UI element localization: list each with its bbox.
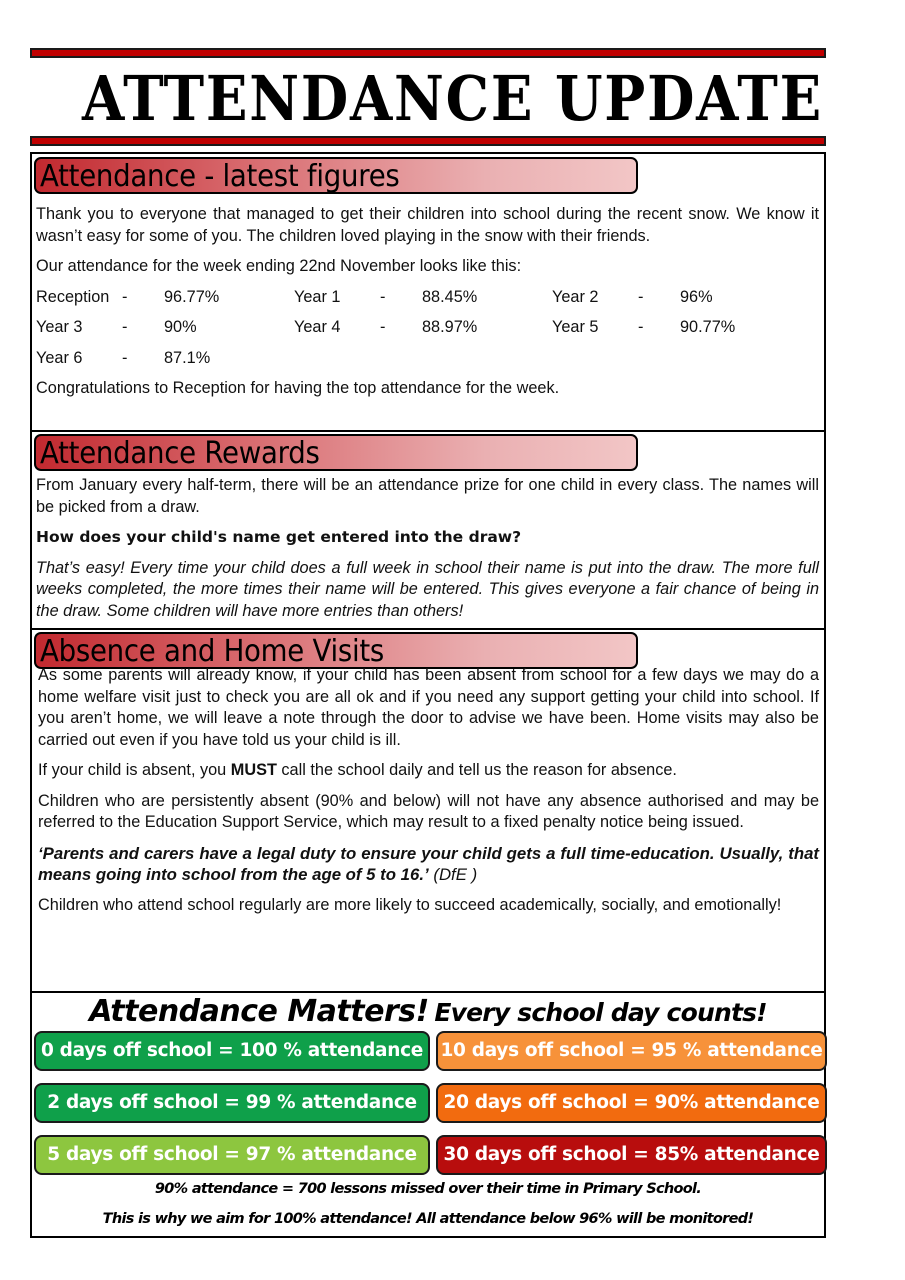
rewards-intro: From January every half-term, there will be an attendance prize for one child in every class. The names will be picked from a draw. xyxy=(36,476,819,516)
section-absence-home-visits xyxy=(30,629,826,993)
section-heading-banner xyxy=(34,632,638,669)
quote-text: ‘Parents and carers have a legal duty to ensure your child gets a full time-education. Usually, that means going into school from the age of 5 to 16.’ xyxy=(38,843,819,884)
congratulations-line: Congratulations to Reception for having the top attendance for the week. xyxy=(36,379,560,397)
figure-sep: - xyxy=(122,287,128,306)
section-latest-figures xyxy=(30,152,826,432)
figure-value: 96% xyxy=(680,287,713,306)
home-visit-paragraph: As some parents will already know, if your child has been absent from school for a few days we may do a home welfare visit just to check you are all ok and if you need any support getting your child into school. If you aren’t home, we will leave a note through the door to advise we have been. Home visits may also be carried out even if you have told us your child is ill. xyxy=(38,666,819,749)
top-red-rule xyxy=(30,48,826,58)
headline-sub: Every school day counts! xyxy=(434,998,767,1027)
week-ending-line: Our attendance for the week ending 22nd November looks like this: xyxy=(36,257,522,275)
figure-class: Year 4 xyxy=(294,318,341,336)
section-heading-banner xyxy=(34,434,638,471)
persistent-absence-paragraph: Children who are persistently absent (90% and below) will not have any absence authorised and may be referred to the Education Support Service, which may result to a fixed penalty notice being issued. xyxy=(38,791,819,831)
draw-question: How does your child's name get entered into the draw? xyxy=(36,528,522,546)
snow-thanks-paragraph: Thank you to everyone that managed to get their children into school during the recent snow. We know it wasn’t easy for some of you. The children loved playing in the snow with their friends. xyxy=(36,205,819,245)
figure-class: Year 5 xyxy=(552,318,599,336)
section-body xyxy=(36,204,819,409)
figure-value: 96.77% xyxy=(164,287,220,306)
figure-class: Year 3 xyxy=(36,318,83,336)
figure-value: 90.77% xyxy=(680,318,736,336)
must-call-before: If your child is absent, you xyxy=(38,761,231,779)
figure-class: Year 2 xyxy=(552,287,599,306)
scale-box-20-days: 20 days off school = 90% attendance xyxy=(436,1083,827,1123)
must-call-paragraph xyxy=(38,760,819,782)
figure-value: 88.45% xyxy=(422,287,478,306)
figure-value: 87.1% xyxy=(164,348,211,367)
section-heading-banner xyxy=(34,157,638,194)
figure-sep: - xyxy=(380,318,386,336)
draw-answer: That’s easy! Every time your child does a full week in school their name is put into the draw. The more full weeks completed, the more times their name will be entered. This gives everyone a fair chance of being in the draw. Some children will have more entries than others! xyxy=(36,558,819,620)
figure-sep: - xyxy=(122,318,128,336)
figure-sep: - xyxy=(380,287,386,306)
headline-main: Attendance Matters! xyxy=(89,994,429,1029)
attendance-matters-headline xyxy=(32,994,824,1029)
scale-box-2-days: 2 days off school = 99 % attendance xyxy=(34,1083,430,1123)
must-emphasis: MUST xyxy=(230,761,277,779)
dfe-quote xyxy=(38,843,819,886)
monitoring-note: This is why we aim for 100% attendance! All attendance below 96% will be monitored! xyxy=(102,1211,754,1227)
figure-class: Reception xyxy=(36,287,110,306)
section-attendance-matters xyxy=(30,992,826,1238)
figure-value: 88.97% xyxy=(422,318,478,336)
class-attendance-figures xyxy=(36,287,819,370)
scale-box-10-days: 10 days off school = 95 % attendance xyxy=(436,1031,827,1071)
title-red-rule xyxy=(30,136,826,146)
scale-box-5-days: 5 days off school = 97 % attendance xyxy=(34,1135,430,1175)
figure-sep: - xyxy=(638,287,644,306)
figure-value: 90% xyxy=(164,318,197,336)
scale-box-0-days: 0 days off school = 100 % attendance xyxy=(34,1031,430,1071)
figure-sep: - xyxy=(122,348,128,367)
section-body xyxy=(36,475,819,631)
scale-box-30-days: 30 days off school = 85% attendance xyxy=(436,1135,827,1175)
section-heading: Attendance - latest figures xyxy=(40,159,400,194)
section-heading: Absence and Home Visits xyxy=(40,634,385,669)
section-heading: Attendance Rewards xyxy=(40,436,320,471)
page-title: ATTENDANCE UPDATE xyxy=(82,62,823,135)
regular-attendance-paragraph: Children who attend school regularly are more likely to succeed academically, socially, and emotionally! xyxy=(38,895,782,914)
must-call-after: call the school daily and tell us the reason for absence. xyxy=(276,761,677,779)
lessons-missed-note: 90% attendance = 700 lessons missed over their time in Primary School. xyxy=(154,1181,702,1197)
figure-class: Year 1 xyxy=(294,287,341,306)
figure-class: Year 6 xyxy=(36,348,83,367)
figure-sep: - xyxy=(638,318,644,336)
section-attendance-rewards xyxy=(30,431,826,630)
quote-source: (DfE ) xyxy=(428,865,478,884)
section-body xyxy=(38,665,819,925)
